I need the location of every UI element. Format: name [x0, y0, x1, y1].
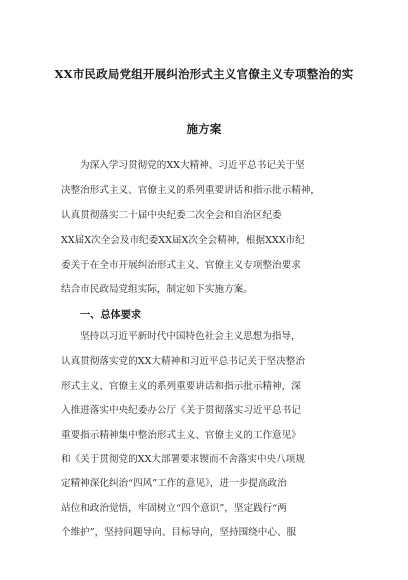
section-paragraph-line: 入推进落实中央纪委办公厅《关于贯彻落实习近平总书记: [61, 405, 301, 416]
intro-paragraph-line: 为深入学习贯彻党的XX大精神、习近平总书记关于坚: [80, 160, 305, 171]
intro-paragraph-line: XX届X次全会及市纪委XX届X次全会精神，根据XXX市纪: [61, 235, 305, 246]
section-heading: 一、总体要求: [80, 309, 142, 321]
section-paragraph-line: 形式主义、官僚主义的系列重要讲话和指示批示精神，深: [61, 381, 301, 392]
section-paragraph-line: 认真贯彻落实党的XX大精神和习近平总书记关于坚决整治: [61, 356, 305, 367]
section-paragraph-line: 重要指示精神集中整治形式主义、官僚主义的工作意见》: [61, 430, 301, 441]
section-paragraph-line: 站位和政治觉悟，牢固树立“四个意识”，坚定践行“两: [61, 503, 287, 514]
section-paragraph-line: 和《关于贯彻党的XX大部署要求锲而不舍落实中央八项规: [61, 454, 305, 465]
document-title-line-2: 施方案: [186, 122, 222, 136]
intro-paragraph-line: 决整治形式主义、官僚主义的系列重要讲话和指示批示精神，: [61, 185, 321, 196]
section-paragraph-line: 定精神深化纠治“四风”工作的意见》，进一步提高政治: [61, 478, 287, 489]
intro-paragraph-line: 委关于在全市开展纠治形式主义、官僚主义专项整治要求: [61, 260, 301, 271]
section-paragraph-line: 个维护”，坚持问题导向、目标导向，坚持围绕中心、服: [61, 527, 297, 538]
section-paragraph-line: 坚持以习近平新时代中国特色社会主义思想为指导，: [80, 331, 301, 342]
intro-paragraph-line: 认真贯彻落实二十届中央纪委二次全会和自治区纪委: [61, 210, 282, 221]
intro-paragraph-line: 结合市民政局党组实际，制定如下实施方案。: [61, 284, 253, 295]
document-title-line-1: XX市民政局党组开展纠治形式主义官僚主义专项整治的实: [54, 67, 354, 81]
